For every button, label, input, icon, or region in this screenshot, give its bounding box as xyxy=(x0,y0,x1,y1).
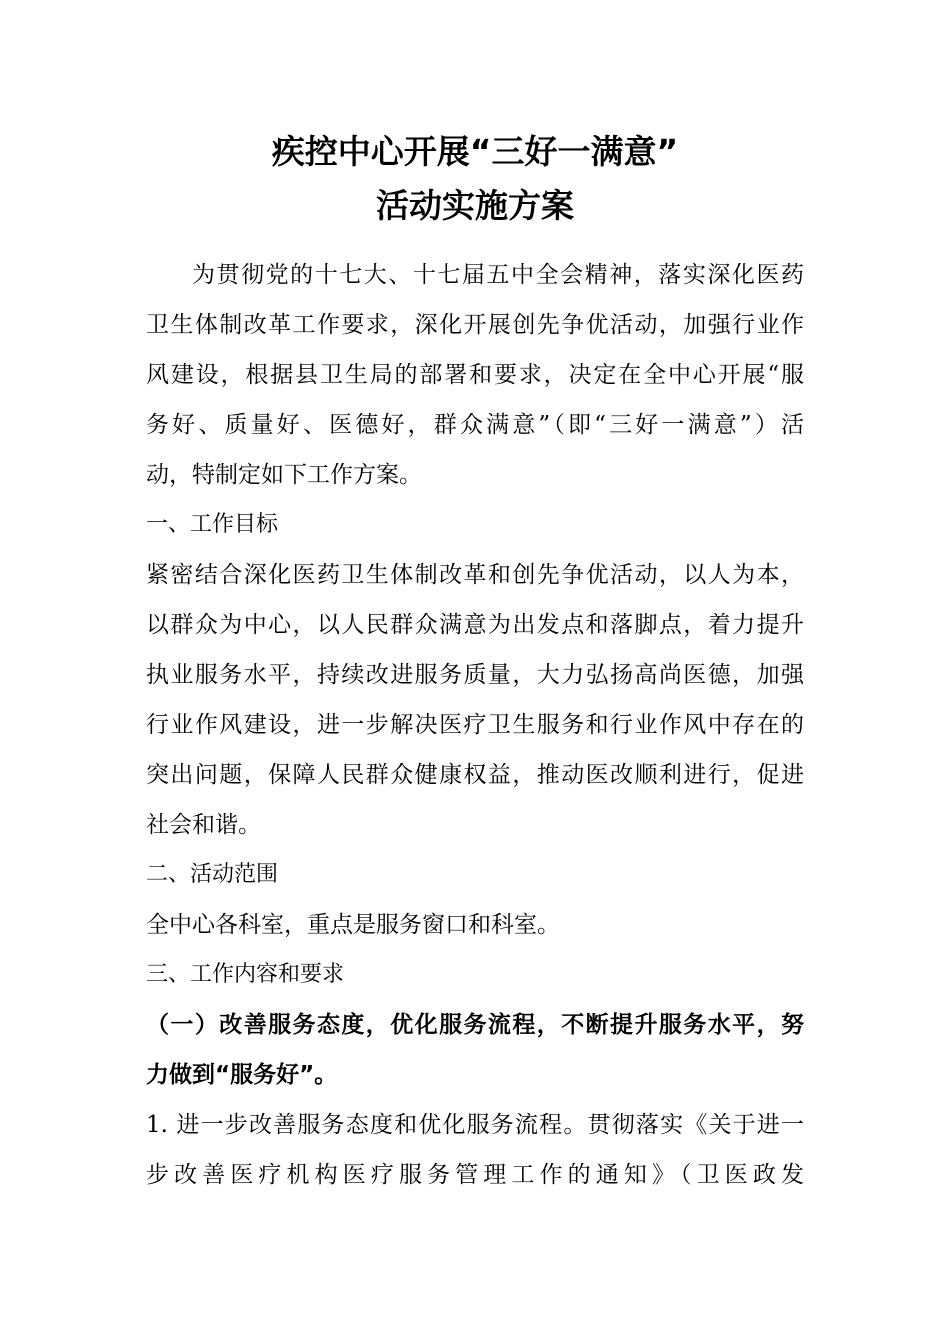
intro-line-4: 务好、质量好、医德好，群众满意”（即“三好一满意”）活 xyxy=(146,412,804,438)
section-1-line-1: 紧密结合深化医药卫生体制改革和创先争优活动，以人为本， xyxy=(146,562,804,588)
intro-line-3: 风建设，根据县卫生局的部署和要求，决定在全中心开展“服 xyxy=(146,362,804,388)
section-3-sub-1-line-1: （一）改善服务态度，优化服务流程，不断提升服务水平，努 xyxy=(146,1012,804,1038)
section-1-line-5: 突出问题，保障人民群众健康权益，推动医改顺利进行，促进 xyxy=(146,762,804,788)
section-1-line-6: 社会和谐。 xyxy=(146,812,261,838)
section-2-line-1: 全中心各科室，重点是服务窗口和科室。 xyxy=(146,912,560,938)
section-3-heading: 三、工作内容和要求 xyxy=(146,962,345,987)
section-1-heading: 一、工作目标 xyxy=(146,512,279,537)
section-1-line-2: 以群众为中心，以人民群众满意为出发点和落脚点，着力提升 xyxy=(146,612,804,638)
document-title-line-2: 活动实施方案 xyxy=(376,186,574,225)
section-3-item-1-line-1: 1. 进一步改善服务态度和优化服务流程。贯彻落实《关于进一 xyxy=(146,1112,804,1138)
section-1-line-4: 行业作风建设，进一步解决医疗卫生服务和行业作风中存在的 xyxy=(146,712,804,738)
section-2-heading: 二、活动范围 xyxy=(146,862,279,887)
section-3-sub-1-line-2: 力做到“服务好”。 xyxy=(146,1062,338,1088)
intro-line-1: 为贯彻党的十七大、十七届五中全会精神，落实深化医药 xyxy=(192,262,804,288)
section-3-item-1-line-2: 步改善医疗机构医疗服务管理工作的通知》（卫医政发 xyxy=(146,1162,804,1188)
intro-line-5: 动，特制定如下工作方案。 xyxy=(146,462,422,488)
section-1-line-3: 执业服务水平，持续改进服务质量，大力弘扬高尚医德，加强 xyxy=(146,662,804,688)
intro-line-2: 卫生体制改革工作要求，深化开展创先争优活动，加强行业作 xyxy=(146,312,804,338)
document-title-line-1: 疾控中心开展“三好一满意” xyxy=(271,132,679,171)
